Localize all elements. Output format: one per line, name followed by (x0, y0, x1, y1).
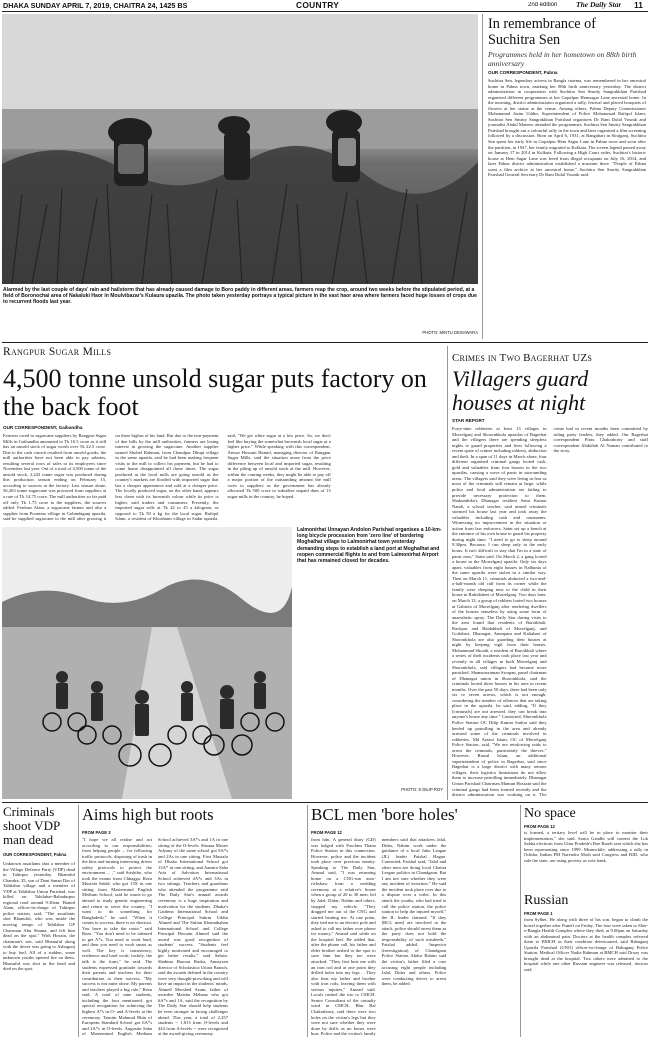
vdp-byline: OUR CORRESPONDENT, Pabna (3, 852, 67, 857)
masthead-edition: 2nd edition (528, 1, 558, 8)
procession-photo (2, 527, 292, 799)
bcl-body-wrap (311, 830, 517, 1037)
section-divider (2, 342, 648, 343)
column-divider (482, 14, 483, 339)
masthead-date: DHAKA SUNDAY APRIL 7, 2019, CHAITRA 24, 1425 BS (3, 1, 188, 10)
nospace-body: is formed, a tertiary level will be in place to monitor their implementation," she said. Sonia Gandhi will contest the Lok Sabha elections from Uttar Pradesh's Rae Bareli seat which she has been representing since 1999. Meanwhile, addressing a rally in Odisha, Indian PM Narendra Modi said Congress and BJD, who rule the state, are using poverty as vote bank. (524, 830, 648, 863)
bagerhat-headline: Villagers guard houses at night (452, 367, 589, 414)
bcl-body (311, 837, 517, 1037)
column-divider (78, 805, 79, 1037)
bcl-headline: BCL men 'bore holes' (311, 806, 458, 824)
procession-caption-box (293, 527, 445, 799)
bagerhat-kicker: Crimes in Two Bagerhat UZs (452, 352, 593, 364)
column-divider (447, 346, 448, 800)
column-divider (520, 805, 521, 1037)
aims-headline: Aims high but roots (82, 806, 214, 824)
suchitra-body: Suchitra Sen, legendary actress in Bangla cinema, was remembered in her ancestral home in Pabna town, marking her 88th birth anniversary yesterday. The district administration in cooperation with Suchitra Sen Smrity Sangrakkhan Parishad organised different programmes at her Gopalpur Hemsagar Lane ancestral home. In the morning, district administration organised a rally, festival and placed bouquets of flowers at her statue at the venue. Among others, Pabna Deputy Commissioner Mohammad Jasim Uddin, Superintendent of Police Mohammad Rafiqul Islam, Suchitra Sen Smrity Sangrakkhan Parishad organisers Dr Ram Dulal Vounik and journalist Abdul Mateen, attended the programmes. Suchitra Sen Smrity Sangrakkhan Parishad brought out a colourful rally in the town and later organised a film screening followed by a discussion. Born on April 6, 1931, at Bangabari in Sirajganj, Suchitra Sen spent her early life in Gopalpur Hem Sagar Lane in Pabna town and soon after the partition, in 1947, her family migrated to Kolkata. The screen legend passed away on January 17 in 2014 in Kolkata. Following a High Court order, Suchitra's historic house at Hem Sagar Lane was freed from illegal occupants on July 16, 2014, and later Pabna district administration established a museum there. "People of Pabna want a film archive at her ancestral home," Suchitra Sen Smrity Sangrakkhan Parishad General Secretary Dr Ram Dulal Vounik said. (488, 78, 646, 178)
sugar-byline: OUR CORRESPONDENT, Gaibandha (3, 425, 83, 430)
bagerhat-body-text: Forty-nine robberies at least 13 villages in Morrelganj and Shoronkhola upazilas of Bagerhat and the villagers there are spending sleepless nights to guard properties and lives following a recent spate of crimes including robbery, abduction and theft. In a span of 11 days in March alone, four different organised criminal gangs looted cash, gold and valuables from four houses in the two upazilas, causing a wave of panic in surrounding areas. The villagers said they were living in fear as most of the criminals still remain at large, while police and local administration are failing to provide necessary protection to them. Shakunthika's Dhanagat resident Saint Kumar Nandi, a school teacher, said armed criminals stormed his house last year and took away the valuables including cash and ornaments. Witnessing no improvement in the situation or action from law enforcers, Saint set up a bench at the entrance of his own house to guard his property during night time. "I need to go to sleep around 9.30pm. Because, I can sleep only in the early hours. It isn't difficult to stay that I'm in a state of panic now," Saint said. On March 2, a gang looted a house in the Morrelganj upazila. Only six days apart, valuables from eight houses in Nalbunia of the same upazila were stolen in a similar way. Then on March 11, criminals abducted a two-and-a-half-month old calf from its owner while the family were sleeping next to the child in their house in Ruhidsheet of Morrelganj. Two days later, on March 13, a group of robbers looted two houses at Gabtola of Morrelganj after rendering dwellers of the houses senseless by using some form of anaesthetic spray. The Daily Star during visits to the area found that residents of Baroikhali, Rachpur and Baidakhali of Morrelganj, and Goilabari, Dhanagat, Amrapara and Kaliabari of Shoronkhola are also guarding their houses at night by keeping vigil from their homes. Mohammad Shoaib, a resident of Baroikhali where a series of theft incidents took place last year and recently in all villages in both Morrelganj and Shoronkhola, said villagers had become more panicked. Shamsuzzaman Swapan, panel chairman of Dhanagat union in Shoronkhola, said the criminals looted three houses in his area in recent months. Over the past 50 days, there had been only six or seven arrests, which is not enough, considering the number of offences that are taking place in the upazila, he said, adding, "If they [criminals] are not arrested, they can break into anyone's house any time." Contacted, Shoronkhola Police Station OC Dilip Kumar Sarkar said they beefed up patrolling in the area and already arrested some of the criminals involved in robberies. Md Azizul Islam, OC of Morrelganj Police Station, said, "We are reinforcing raids to arrest the criminals, particularly the thieves." However, Riazul Islam, an additional superintendent of police in Bagerhat, said since Bagerhat is a large district with many remote villages, their logistics limitations do not allow them to increase patrolling immediately. Dhanagat Union Parishad Chairman Mamun Hossain said the criminal gangs had been formed recently and the district administration was working on it. The crime had in recent months been committed by ruling party leaders, they added. Our Bagerhat correspondent Pintu Chakraborty and staff correspondent Abdullah Al Naman contributed to the story. (452, 426, 648, 798)
russian-body: from Sylhet. He along with three of his son, began to climb the hostel together after Puneff on Friday. The four were taken to Sher-e-Bangla Health Complex where they died, at 9.00pm on Saturday with an abdominal pain. Doctors at the health complex referred them to BMCH as their condition deteriorated, said Babuganj Upazila Parishad (UNO) officer-in-charge of Babuganj Police Station. Medical Officer Nadia Rahman at BMCH said Drozy was brought dead at the hospital. Two others were admitted to the hospital while one other Russian engineer was released, doctors said. (524, 917, 648, 972)
aims-from-page: FROM PAGE 3 (82, 830, 111, 835)
sugar-kicker: Rangpur Sugar Mills (3, 346, 112, 358)
masthead-paper-logo: The Daily Star (576, 0, 622, 9)
aims-body-wrap (82, 830, 304, 1037)
sugar-body (3, 433, 443, 525)
bagerhat-body (452, 426, 648, 798)
section-divider (2, 802, 648, 803)
procession-photo-caption: Lalmonirhat Unnayan Andolon Parishad organises a 10-km-long bicycle procession from 'zero line' of bordering Moghalhat village to Lalmonirhat town yesterday demanding steps to establish a land port at Moghalhat and reopen commercial flights to and from Lalmonirhat Airport that has remained closed for decades. (297, 527, 442, 565)
sugar-headline: 4,500 tonne unsold sugar puts factory on the back foot (3, 365, 427, 421)
suchitra-byline: OUR CORRESPONDENT, Pabna (488, 70, 558, 75)
suchitra-headline: In remembrance of Suchitra Sen (488, 16, 596, 48)
farmers-photo (2, 14, 478, 284)
farmers-photo-credit: PHOTO: MINTU DESHWARA (422, 330, 478, 335)
nospace-from-page: FROM PAGE 12 (524, 824, 555, 829)
vdp-headline: Criminals shoot VDP man dead (3, 805, 60, 847)
suchitra-subhead: Programmes held in her hometown on 88th birth anniversary (488, 50, 637, 68)
farmers-photo-illustration (2, 14, 478, 284)
procession-photo-illustration (2, 527, 292, 799)
bcl-body-text: from him. A general diary (GD) was lodged with Paschim Thana Police Station in this connection. However, police and the incident took place over previous enmity. Speaking to The Daily Star, Amzad said, "I was returning home on a CNG-run auto-rickshaw from a wedding ceremony at a relative's house when a group of 20 to 30 men, led by Jalal, Didar, Nahim and others, stopped my vehicle. "They dragged me out of the CNG and started beating me. At one point, they tied me to an electric pole and asked to call my father over phone for money," Amzad said while on the hospital bed. He added that, after the phone call, his father and elder brother rushed to the spot to save him but they too were attacked. "They first beat me with an iron rod and at one point they drilled holes into my legs ... They also beat my father and brother with iron rods, leaving them with serious injuries," Amzad said. Locals rushed the trio to CMCH. Senior Consultant of the casualty ward in CMCH, Bhir Bal Chakraborty, said there were two holes on the victim's legs but they were not sure whether they were done by drills as no bones were hurt. Police and the victim's family members said that attackers Jalal, Didar, Nahim work under the guidance of a local Jubo League (JL) leader Faishal Hague. Contacted, Faishal said, "Jalal and other men are doing local Chattra League politics in Chandgaon. But I am not sure whether they were any incident of extortion." He said the incident took place over due to a dispute over a toilet. In this attack the youths, who had tried to call the police station, the police station to help the injured myself," the JL leader claimed. "If they [BCL men] are involved in the attack, police should arrest them as the party does not hold the responsibility of such misdeeds," Faishal added. Inspector (investigation) of Chandgaon Police Station Abdur Rahim said the victim's father filed a case accusing eight people including Jalal, Didar and others. Police were conducting drives to arrest them, he added. (311, 837, 447, 1037)
aims-body-text: "I hope we all realise and act according to our responsibilities; from helping people ... for following traffic protocols, disposing of trash in the bins and turning interesting drives safety protocols to protect the environment ... ," said Srishtho, who took the exams from Chhagga. Reza Mustafa Sabid, who got 13X in one sitting from Mastermind English Medium School, said he wants to go abroad to study genetic engineering and return to serve the country. "I want to do something for Bangladesh," he said. "When it comes to success, there is no shortcut. You have to take the route," said Reza. "You don't need to be talented to get A*s. You need to work hard, and then you need to work smart as well. The key is consistency, resilience and hard work; luckily, the talk is the form," he said. The students expressed gratitude towards their parents and teachers for their contribution to their success. "My success is not mine alone. My parents and teachers played a big role," Reza said. A total of nine students, including the four mentioned, got special recognition for achieving the highest A*s in O- and A-levels at the ceremony. Tasnim Mahmud Rhin of European Standard School got 6A*s and 2A*s in O-levels. Augustin Saha of Mastermind English Medium School achieved 3A*s and 1A in one sitting of the O-levels. Shoana Mosee Adyany of the same school got 8A*s and 2As in one sitting. First Mustafa of Dhaka International School got 13A* in one sitting; and Aamira Saha Aria of Salvation International School achieved 4A*s and 3As in two sittings. Teachers and guardians who attended the programme said The Daily Star's annual awards ceremony is a huge inspiration and motivation for the students. Dhaka's Gardena International School and College Principal Sabrin Uddin Ahmed and The Sultan Khanathahan International School and College Principal Hossain Ahmed said the award was good recognition of students' success. "Students feel highly motivated and encouraged to get better results," said Sabrin. Shabina Haroon Rudra, Annaysen director of Scholastica Uttara Branch, said the awards defined in the country were very thought-provoking and will have an impact in the students' minds. Ahmed Morshed Azam, father of awardee Maisha Mehnaz who got 6A*s and 1A, said the recognition by The Daily Star should help students be even stronger in facing challenges ahead. This year, a total of 2,257 students -- 1,813 from O-levels and 444 from A-levels -- were recognised at the award-giving ceremony. (82, 837, 228, 1037)
russian-from-page: FROM PAGE 1 (524, 911, 553, 916)
nospace-headline: No space (524, 806, 576, 821)
sugar-body-text: Farmers owed to sugarcane suppliers by Rangpur Sugar Mills in Gaibandha amounted to Tk 16.5 crore as it still has an unsold stock of sugar worth over Tk 22.5 crore. Due to the cash crunch resulted from unsold goods, the mill authorities have not been able to pay salaries, resulting several rows of sales to its employees since November last year. Out of a total of 4,500 tonne of the unsold stock, 2,243 tonne sugar was produced during this production season ending on February 15, according to sources at the factory. Last season alone, 56,263 tonne sugarcane was procured from suppliers at a rate of Tk 14.75 crore. The mill authorities so far paid off only Tk 1.75 crore to the suppliers, the sources added. Ferdous Alam, a sugarcane farmer and also a supplier from Poontear village in Gobindaganj upazila, said he supplied sugarcane to the mill after growing it on three bighas of his land. But due to the non-payment of due bills by the mill authorities, farmers are losing interest in growing the sugarcane. Another supplier named Shohel Rahman, from Chandpur Dhupi village in the same upazila, said he had been making frequent visits to the mill to collect his payment, but he had to come home disappointed all those times. The sugar produced at the local mills are going unsold as the country's markets are flooded with imported sugar that has a cheaper appearance and sold at a cheaper price. The locally produced sugar, on the other hand, appears less clean with its brownish colour while its price is higher, said traders and consumers. Presently, the imported sugar sells at Tk 42 to 45 a kilogram, as opposed to Tk 50 a kg for the local sugar. Rafiqul Islam, a resident of Khoshtam village in Sadar upazila, said, "We get white sugar at a low price. So, we don't feel like buying the somewhat brownish local sugar at a higher price." While speaking with this correspondent, Anwar Hossain Hamid, managing director of Rangpur Sugar Mills, said the situation arose from the price difference between local and imported sugar, resulting in the piling up of unsold stock at the mill. However, within the coming weeks, they might be able to pay off a major portion of the outstanding amount the mill owes to suppliers as the government has already allocated Tk 500 crore to subsidise unpaid dues of 15 sugar mills in the country, he hoped. (3, 433, 331, 522)
procession-photo-credit: PHOTO: S DILIP ROY (401, 787, 443, 792)
bagerhat-byline: STAR REPORT (452, 418, 485, 423)
russian-headline: Russian (524, 893, 569, 908)
masthead-rule (2, 11, 648, 12)
bcl-from-page: FROM PAGE 12 (311, 830, 342, 835)
farmers-photo-caption: Alarmed by the last couple of days' rain and hailstorm that has already caused damage to Boro paddy in different areas, farmers reap the crop, around two weeks before the stipulated period, at a field of Boronochai area of Nakaluki Haor in Moulvibazar's Kulaura upazila. The photo taken yesterday portrays a typical picture in the vast haor area where farmers faced huge losses of crops due to recurrent floods last year. (3, 287, 477, 306)
masthead-section: COUNTRY (296, 0, 340, 10)
vdp-body: Unknown assailants shot a member of the Village Defence Party (VDP) dead in Tahirpur yesterday. Bhanuful Chandra, 35, son of Dani Sanan Das of Tahilabar village and a member of VDP at Tahilabar Union Parishad, was killed on Tahilabar-Bahadurpur regional road around 9.30am. Hamid Alam, officer-in-charge of Tahirpur police station, said, "The assailants shot Bhanuful, who was inside the moving tempo of Tahilabar UP Chairman Abu Shama, and left him dead on the spot." With Hosain, the chairman's son, said Bhanuful along with the driver was going to Ashugonj to buy fuel. All of a sudden, some unknown youths opened fire on them. Bhanuful was shot in the head and died on the spot. (3, 861, 75, 972)
aims-body (82, 837, 304, 1037)
masthead-page-number: 11 (634, 0, 643, 10)
column-divider (307, 805, 308, 1037)
